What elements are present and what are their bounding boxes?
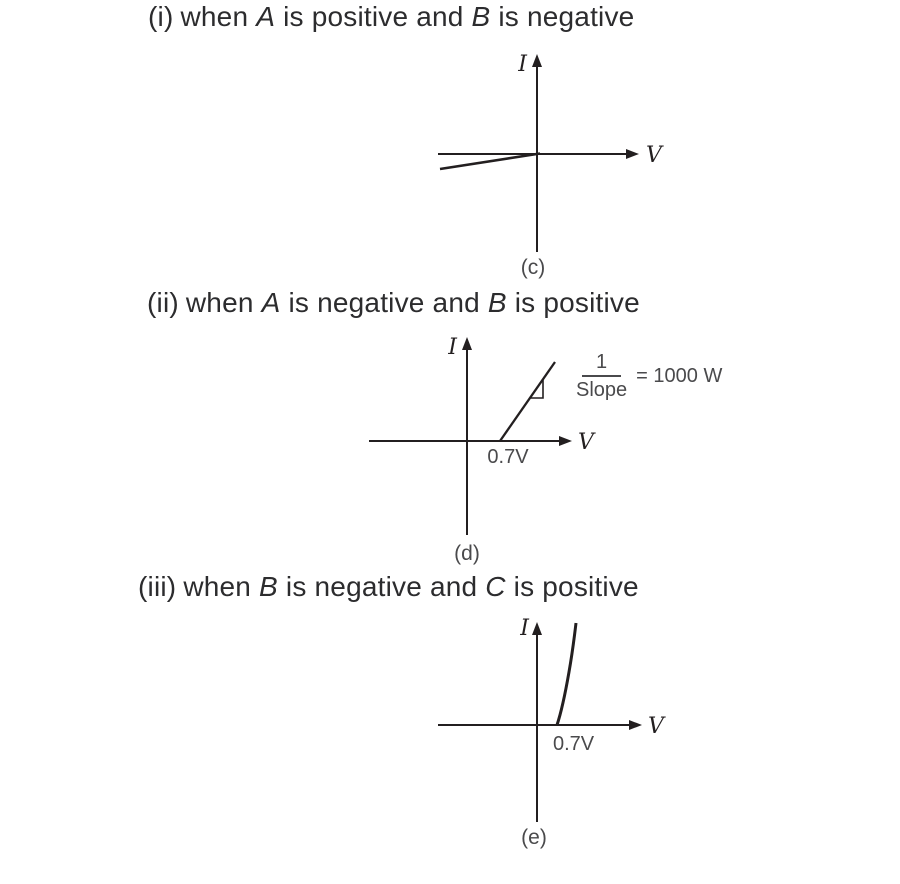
forward-bias-line [500, 362, 555, 441]
heading-text: is positive [514, 287, 640, 318]
y-axis-arrow-icon [532, 622, 542, 635]
heading-text: when [180, 1, 249, 32]
graph-e [430, 610, 710, 860]
variable-b: B [259, 571, 278, 602]
x-axis-arrow-icon [626, 149, 639, 159]
variable-c: C [485, 571, 506, 602]
x-axis-label: V [646, 143, 662, 168]
panel-caption: (c) [520, 256, 546, 279]
slope-value: = 1000 W [636, 365, 723, 387]
slope-fraction [576, 351, 627, 401]
heading-ii [147, 287, 640, 319]
y-axis-arrow-icon [532, 54, 542, 67]
variable-b: B [487, 287, 507, 318]
heading-text: is positive [513, 571, 639, 602]
y-axis-label: I [518, 52, 527, 77]
heading-text: is negative and [288, 287, 480, 318]
x-axis-label: V [648, 714, 664, 739]
heading-text: is positive and [283, 1, 464, 32]
fraction-numerator: 1 [582, 351, 621, 377]
variable-a: A [256, 1, 276, 32]
x-axis-arrow-icon [629, 720, 642, 730]
panel-caption: (e) [521, 826, 547, 849]
heading-iii [138, 571, 639, 603]
x-axis-label: V [578, 430, 594, 455]
threshold-label: 0.7V [487, 446, 529, 468]
heading-text: when [185, 287, 254, 318]
heading-i [148, 1, 634, 33]
y-axis-label: I [448, 335, 457, 360]
threshold-label: 0.7V [553, 733, 595, 755]
heading-text: when [183, 571, 252, 602]
list-number: (i) [148, 1, 174, 32]
exponential-curve [557, 623, 576, 725]
x-axis-arrow-icon [559, 436, 572, 446]
graph-c [430, 45, 700, 285]
fraction-denominator: Slope [576, 379, 628, 401]
list-number: (ii) [147, 287, 179, 318]
slope-annotation [576, 351, 722, 401]
list-number: (iii) [138, 571, 177, 602]
y-axis-label: I [520, 616, 529, 641]
heading-text: is negative [498, 1, 635, 32]
variable-b: B [471, 1, 491, 32]
panel-caption: (d) [454, 542, 480, 565]
reverse-bias-line [440, 154, 540, 170]
heading-text: is negative and [285, 571, 478, 602]
variable-a: A [261, 287, 281, 318]
y-axis-arrow-icon [462, 337, 472, 350]
